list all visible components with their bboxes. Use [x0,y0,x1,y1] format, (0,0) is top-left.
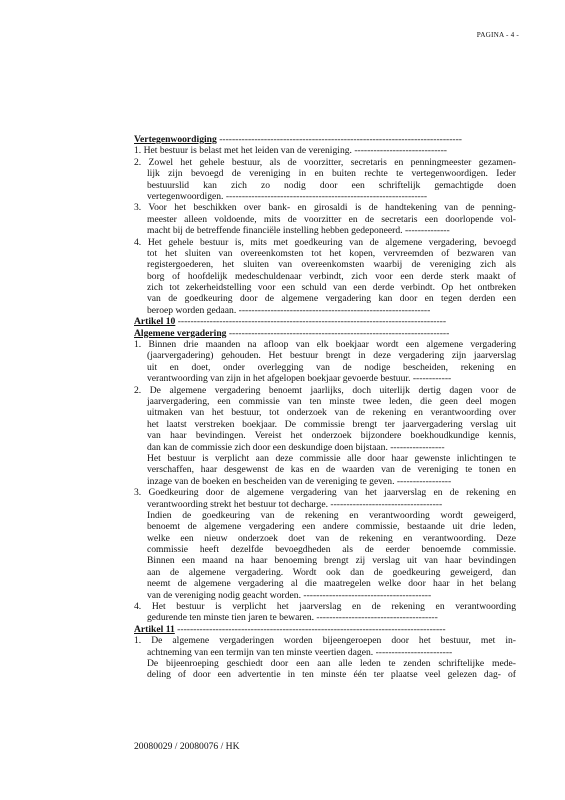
body-text-line [134,612,516,623]
body-text-line [134,510,516,521]
line-text: van haar bevindingen. Vereist het onderzoek bijzondere boekhoudkundige kennis, [147,430,516,442]
line-text: zich tot zekerheidstelling voor een schuld van een derde verbindt. Op het ontbreken [147,282,516,294]
section-heading-line [134,316,516,327]
section-heading: Artikel 10 [134,316,176,328]
line-text: lijk zijn bevoegd de vereniging in en buiten rechte te vertegenwoordigen. Ieder [147,168,516,180]
line-text: ------------------------------------------------------------------------------------ [175,316,447,328]
body-text-line [134,567,516,578]
body-text-line [134,555,516,566]
line-text: benoemt de algemene vergadering een andere commissie, bestaande uit drie leden, [147,521,516,533]
body-text-line [134,669,516,680]
line-text: 1. Het bestuur is belast met het leiden van de vereniging. ----------------------------- [134,145,447,157]
line-text: jaarvergadering, een commissie van ten minste twee leden, die geen deel mogen [147,395,516,407]
body-text-line [134,237,516,248]
line-text: vertegenwoordigen. --------------------------------------------------------------- [147,190,428,202]
line-text: 4. Het gehele bestuur is, mits met goedkeuring van de algemene vergadering, bevoegd [134,236,516,248]
body-text-line [134,339,516,350]
body-text-line [134,658,516,669]
line-text: registergoederen, het sluiten van overeenkomsten waarbij de vereniging zich als [147,259,516,271]
line-text: De bijeenroeping geschiedt door een aan alle leden te zenden schriftelijke mede- [147,657,516,669]
line-text: neemt de algemene vergadering al die maatregelen welke door haar in het belang [147,578,516,590]
body-text-line [134,373,516,384]
line-text: Binnen een maand na haar benoeming brengt zij verslag uit van haar bevindingen [147,555,516,567]
body-text-line [134,385,516,396]
body-text-line [134,578,516,589]
section-heading-line [134,624,516,635]
body-text-line [134,407,516,418]
body-text-line [134,521,516,532]
body-text-line [134,362,516,373]
line-text: Het bestuur is verplicht aan deze commissie alle door haar gewenste inlichtingen te [147,452,516,464]
body-text-line [134,419,516,430]
line-text: welke een nieuw onderzoek doet van de rekening en verantwoording. Deze [147,532,516,544]
body-text-line [134,350,516,361]
line-text: 3. Voor het beschikken over bank- en girosaldi is de handtekening van de penning- [134,202,516,214]
line-text: inzage van de boeken en bescheiden van de vereniging te geven. ----------------- [147,475,452,487]
line-text: het laatst verstreken boekjaar. De commissie brengt ter jaarvergadering verslag uit [147,418,516,430]
line-text: dan kan de commissie zich door een deskundige doen bijstaan. ----------------- [147,441,445,453]
body-text-line [134,157,516,168]
line-text: meester alleen voldoende, mits de voorzitter en de secretaris een doorlopende vol- [147,213,516,225]
body-text-line [134,293,516,304]
body-text-line [134,430,516,441]
line-text: Indien de goedkeuring van de rekening en verantwoording wordt geweigerd, [147,509,516,521]
line-text: commissie heeft dezelfde bevoegdheden als de eerder benoemde commissie. [147,544,516,556]
line-text: van de vereniging nodig geacht worden. ---------------------------------------- [147,589,432,601]
line-text: verantwoording van zijn in het afgelopen boekjaar gevoerde bestuur. ------------ [147,373,452,385]
line-text: van de goedkeuring door de algemene vergadering kan door en tegen derden een [147,293,516,305]
page-number-header: PAGINA - 4 - [476,31,519,39]
body-text-line [134,453,516,464]
line-text: beroep worden gedaan. ------------------------------------------------------------ [147,304,431,316]
body-text-line [134,544,516,555]
line-text: verantwoording strekt het bestuur tot decharge. ----------------------------------- [147,498,443,510]
line-text: uitmaken van het bestuur, tot onderzoek van de rekening en verantwoording over [147,407,516,419]
body-text-line [134,202,516,213]
line-text: achtneming van een termijn van ten minste veertien dagen. ------------------------ [147,646,453,658]
body-text-line [134,248,516,259]
body-text-line [134,180,516,191]
body-text-line [134,499,516,510]
body-text-line [134,396,516,407]
line-text: borg of hoofdelijk medeschuldenaar verbindt, zich voor een derde sterk maakt of [147,270,516,282]
line-text: 3. Goedkeuring door de algemene vergadering van het jaarverslag en de rekening en [134,487,516,499]
body-text-line [134,533,516,544]
line-text: --------------------------------------------------------------------- [226,327,450,339]
line-text: 4. Het bestuur is verplicht het jaarverslag en de rekening en verantwoording [134,601,516,613]
line-text: bestuurslid kan zich zo nodig door een schriftelijk gemachtigde doen [147,179,516,191]
section-heading-line [134,328,516,339]
document-reference-footer: 20080029 / 20080076 / HK [134,741,240,752]
line-text: 2. Zowel het gehele bestuur, als de voorzitter, secretaris en penningmeester gezamen- [134,156,516,168]
body-text-line [134,168,516,179]
body-text-line [134,601,516,612]
line-text: gedurende ten minste tien jaren te bewaren. -------------------------------------- [147,612,438,624]
document-body [134,134,516,681]
section-heading: Artikel 11 [134,623,175,635]
body-text-line [134,282,516,293]
body-text-line [134,635,516,646]
line-text: uit en doet, onder overlegging van de nodige bescheiden, rekening en [147,361,516,373]
body-text-line [134,191,516,202]
line-text: 1. De algemene vergaderingen worden bijeengeroepen door het bestuur, met in- [134,635,516,647]
line-text: deling of door een advertentie in ten minste één ter plaatse veel gelezen dag- of [147,669,516,681]
body-text-line [134,590,516,601]
section-heading: Vertegenwoordiging [134,134,217,145]
body-text-line [134,271,516,282]
body-text-line [134,442,516,453]
line-text: macht bij de betreffende financiële instelling hebben gedeponeerd. -------------- [147,225,450,237]
body-text-line [134,225,516,236]
section-heading: Algemene vergadering [134,327,227,339]
line-text: ---------------------------------------------------------------------------- [216,134,462,145]
body-text-line [134,145,516,156]
line-text: (jaarvergadering) gehouden. Het bestuur brengt in deze vergadering zijn jaarverslag [147,350,516,362]
line-text: aan de algemene vergadering. Wordt ook dan de goedkeuring geweigerd, dan [147,566,516,578]
body-text-line [134,487,516,498]
body-text-line [134,259,516,270]
body-text-line [134,647,516,658]
body-text-line [134,214,516,225]
section-heading-line [134,134,516,145]
line-text: 1. Binnen drie maanden na afloop van elk boekjaar wordt een algemene vergadering [134,339,516,351]
line-text: verschaffen, haar desgewenst de kas en de waarden van de vereniging te tonen en [147,464,516,476]
line-text: tot het sluiten van overeenkomsten tot het kopen, vervreemden of bezwaren van [147,247,516,259]
line-text: 2. De algemene vergadering benoemt jaarlijks, doch uiterlijk dertig dagen voor de [134,384,516,396]
line-text: ------------------------------------------------------------------------------------ [174,623,446,635]
body-text-line [134,464,516,475]
body-text-line [134,476,516,487]
body-text-line [134,305,516,316]
